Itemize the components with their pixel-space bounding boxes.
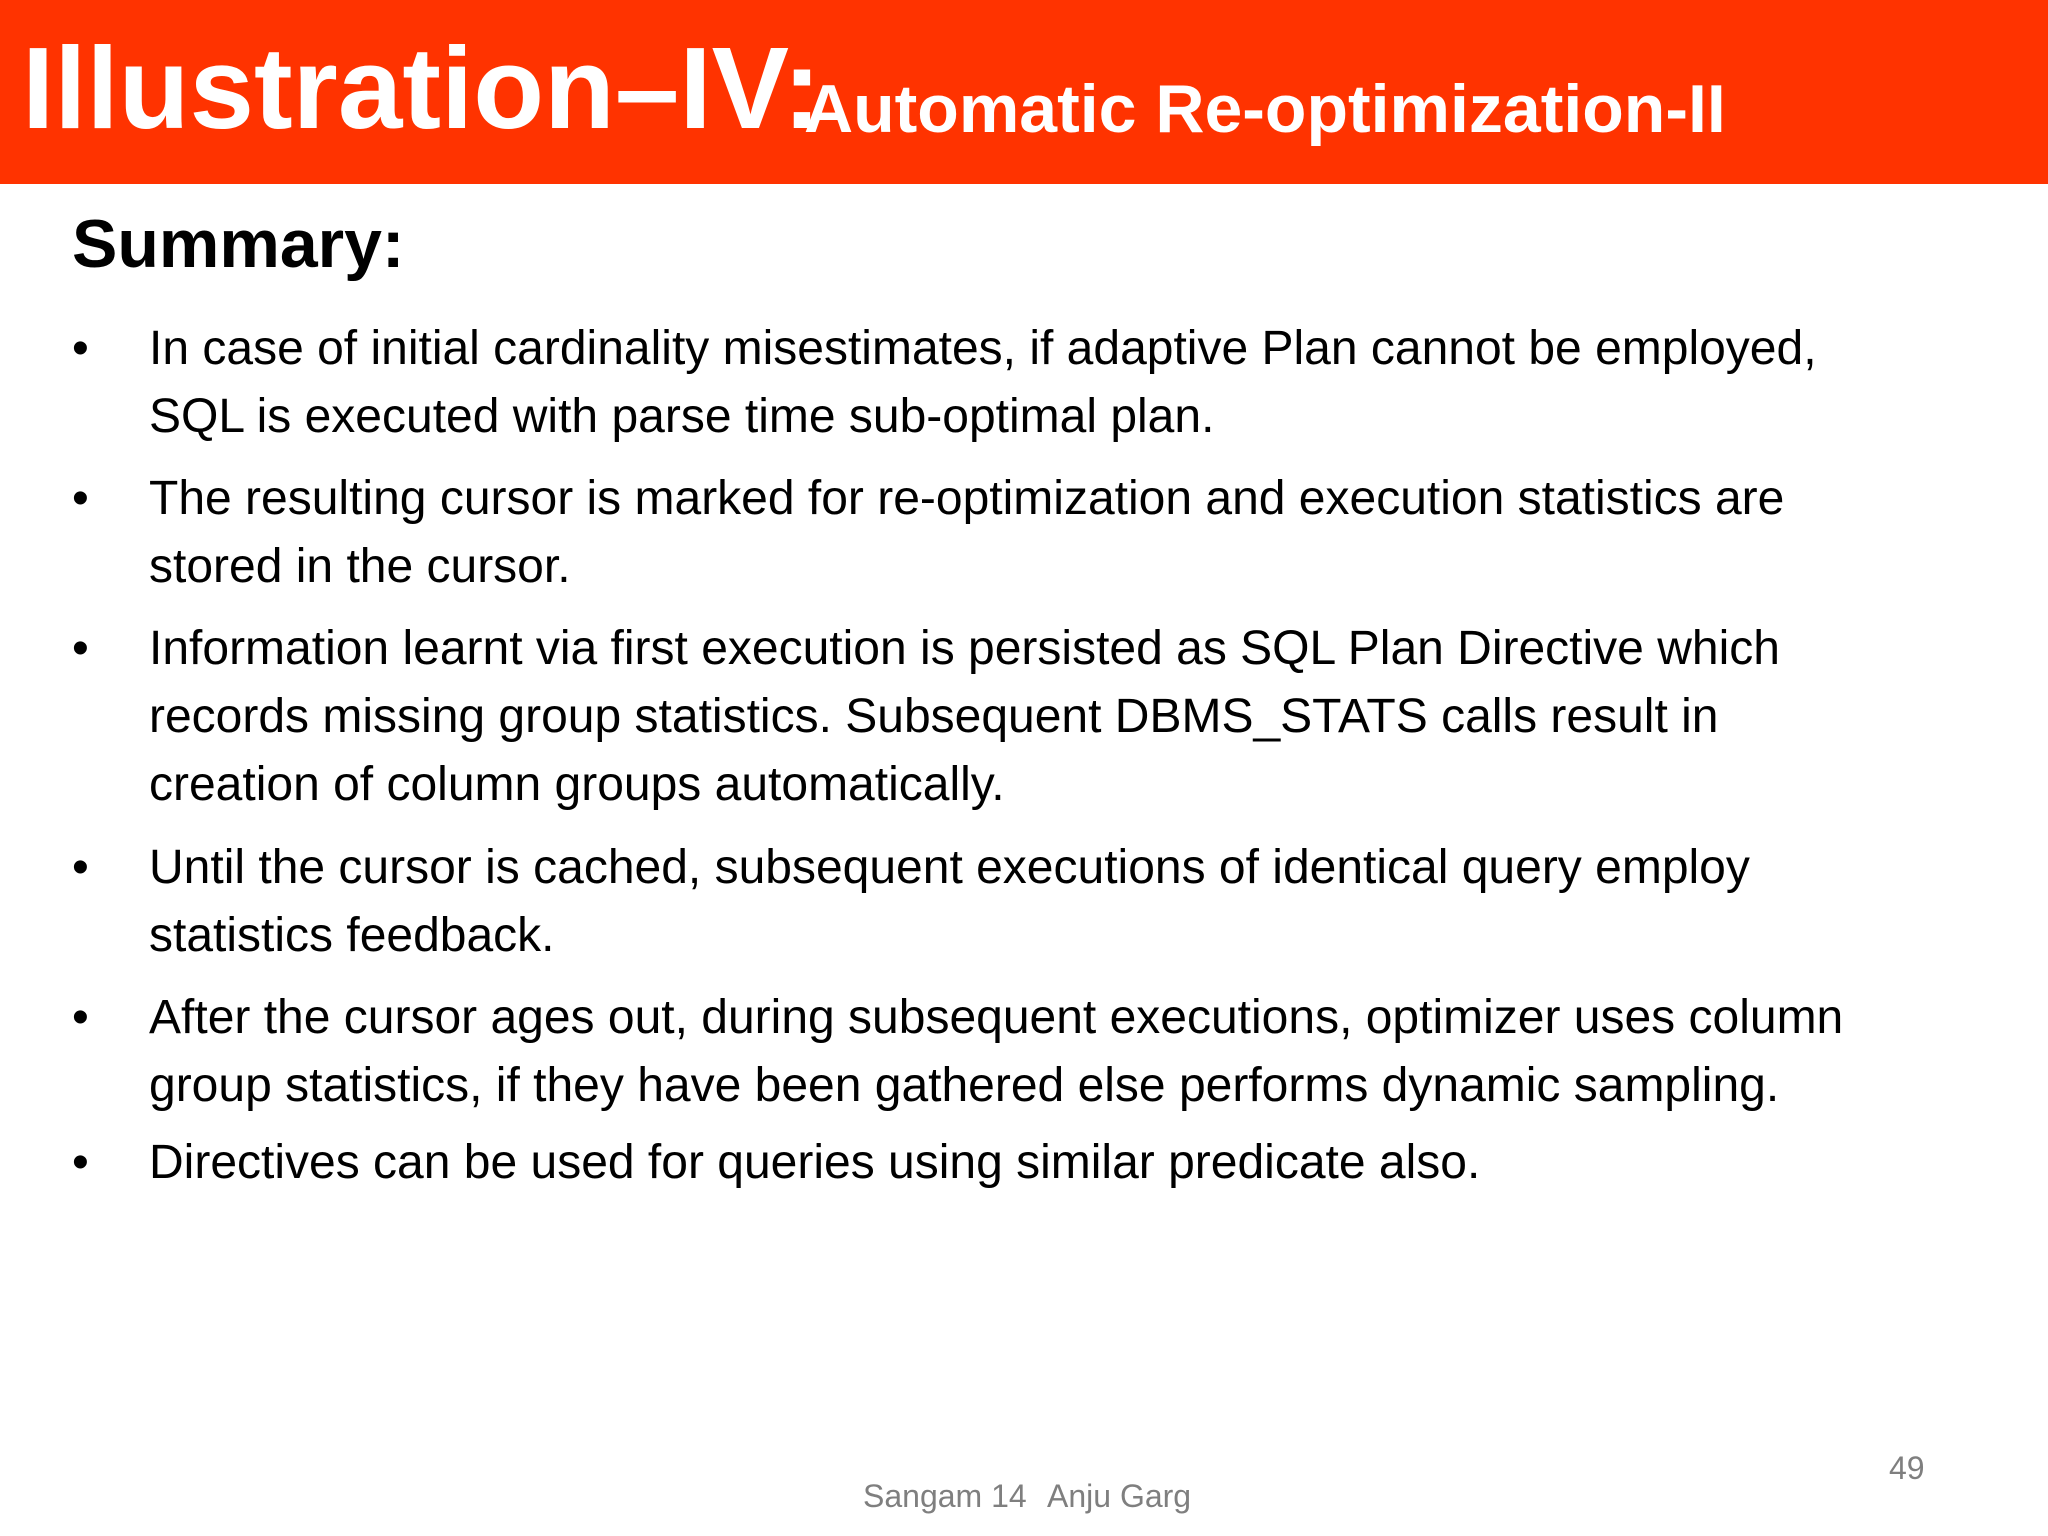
bullet-line: The resulting cursor is marked for re-optimization and execution statistics are [149,472,1785,525]
bullet-icon: • [72,622,89,675]
bullet-text [149,1129,2019,1197]
bullet-text [149,834,2019,970]
bullet-text [149,615,2019,819]
bullet-line: creation of column groups automatically. [149,758,1005,811]
bullet-line: Information learnt via first execution is persisted as SQL Plan Directive which [149,622,1780,675]
bullet-text [149,465,2019,601]
bullet-text [149,315,2019,451]
title-bar [0,0,2048,184]
bullet-icon: • [72,472,89,525]
bullet-line: In case of initial cardinality misestimates, if adaptive Plan cannot be employed, [149,322,1817,375]
bullet-icon: • [72,991,89,1044]
footer-author-name: Anju Garg [1047,1478,1192,1514]
bullet-line: statistics feedback. [149,909,555,962]
bullet-line: group statistics, if they have been gathered else performs dynamic sampling. [149,1059,1780,1112]
slide-title: Illustration–IV: [22,23,822,153]
bullet-line: records missing group statistics. Subsequent DBMS_STATS calls result in [149,690,1719,743]
slide-page-number: 49 [1889,1450,1925,1486]
summary-heading: Summary: [72,206,405,282]
bullet-line: Until the cursor is cached, subsequent executions of identical query employ [149,841,1750,894]
bullet-line: SQL is executed with parse time sub-optimal plan. [149,390,1215,443]
bullet-text [149,984,2019,1120]
bullet-icon: • [72,322,89,375]
bullet-icon: • [72,1136,89,1189]
slide-subtitle: Automatic Re-optimization-II [804,71,1726,147]
footer-event-name: Sangam 14 [863,1478,1027,1514]
bullet-line: Directives can be used for queries using similar predicate also. [149,1136,1481,1189]
bullet-icon: • [72,841,89,894]
bullet-line: After the cursor ages out, during subsequent executions, optimizer uses column [149,991,1844,1044]
bullet-line: stored in the cursor. [149,540,571,593]
